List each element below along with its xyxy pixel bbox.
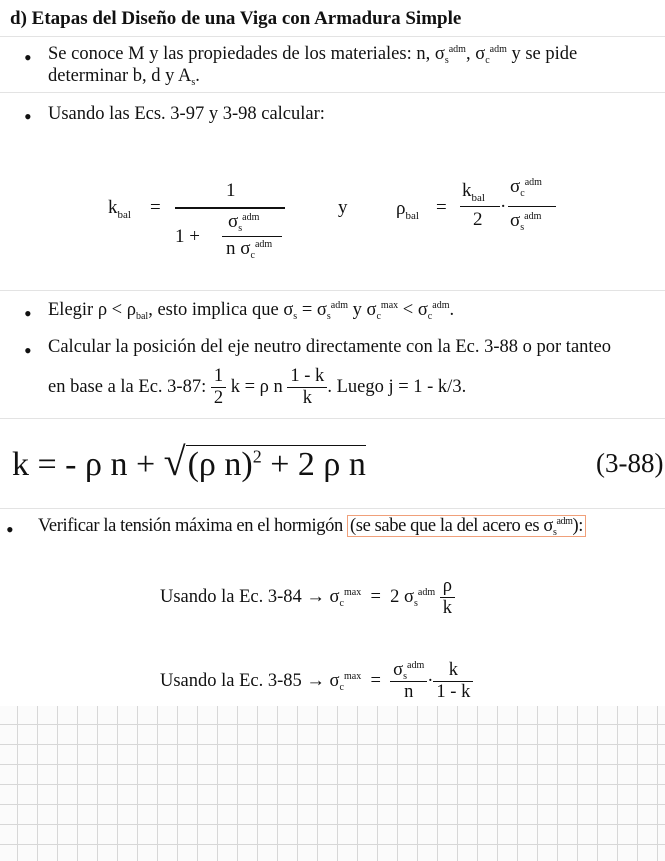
sigma-s-adm: $\sigma_s^{adm}$ <box>228 211 260 234</box>
rho-over-k-fraction: $\frac{\rho}{k}$ <box>440 576 455 619</box>
equation-label: (3-88) <box>596 448 664 478</box>
two-denominator: 2 <box>473 209 483 230</box>
conjunction-y: y <box>338 197 348 218</box>
rho-bal-symbol: $\rho_{bal}$ <box>396 198 419 222</box>
rule-line <box>0 36 665 37</box>
equation-3-84: Usando la Ec. $3-84 \to \sigma_c^{max} = 2$ $\sigma_s^{adm}$ $\frac{\rho}{k}$ <box>160 576 455 619</box>
bullet-icon: • <box>24 338 32 363</box>
bullet4-line2: en base a la Ec. 3-87: $\frac{1}{2}$ k = ρ n $\frac{1 - k}{k}$ . Luego j = 1 - k/3. <box>48 366 467 408</box>
k-bal-numerator: 1 <box>226 180 236 201</box>
equals-sign: = <box>436 197 447 218</box>
k-bal-denominator-one: 1 + <box>175 226 200 247</box>
fraction-bar <box>508 206 556 207</box>
bullet1-line2: determinar b, d y $A_s$. <box>48 66 200 88</box>
k-bal-symbol: $k_{bal}$ <box>108 197 131 221</box>
rule-line <box>0 290 665 291</box>
k-bal-num: $k_{bal}$ <box>462 180 485 204</box>
sigma-over-n-fraction: $\frac{\sigma_s^{adm}}{n}$ <box>390 660 427 703</box>
grid-paper <box>0 706 665 861</box>
bullet5-text: Verificar la tensión máxima en el hormigón (se sabe que la del acero es $\sigma_s^{adm}$): <box>38 516 586 537</box>
sqrt-sign: √ <box>163 439 186 484</box>
equation-3-88: k = - ρ n + √(ρ n)$^2$ + 2 ρ n <box>12 439 366 484</box>
bullet-icon: • <box>6 517 14 542</box>
sqrt-body: (ρ n)$^2$ + 2 ρ n <box>187 446 366 483</box>
k-over-one-minus-k-fraction: $\frac{k}{1 - k}$ <box>433 660 473 703</box>
bullet3-text: Elegir $\rho < \rho_{bal}$, esto implica que $\sigma_s = \sigma_s^{adm}$ y $\sigma_c^{max} < \sigma_c^{adm}$. <box>48 300 455 322</box>
n-sigma-c-adm: n $\sigma_c^{adm}$ <box>226 238 273 261</box>
fraction-bar <box>460 206 500 207</box>
bullet4-line1: Calcular la posición del eje neutro directamente con la Ec. 3-88 o por tanteo <box>48 337 612 357</box>
sigma-c-adm: $\sigma_c^{adm}$ <box>510 176 542 199</box>
rule-line <box>0 418 665 419</box>
rule-line <box>0 92 665 93</box>
dot-operator: · <box>500 196 507 217</box>
equation-3-85: Usando la Ec. $3-85 \to \sigma_c^{max}$ = $\frac{\sigma_s^{adm}}{n}$ · $\frac{k}{1 - k}$ <box>160 660 473 703</box>
equals-sign: = <box>150 197 161 218</box>
section-title: d) Etapas del Diseño de una Viga con Armadura Simple <box>10 8 462 29</box>
bullet2-text: Usando las Ecs. 3-97 y 3-98 calcular: <box>48 104 325 124</box>
one-minus-k-fraction: $\frac{1 - k}{k}$ <box>287 366 327 409</box>
sigma-s-adm-den: $\sigma_s^{adm}$ <box>510 210 542 233</box>
bullet-icon: • <box>24 301 32 326</box>
highlight-box: (se sabe que la del acero es $\sigma_s^{adm}$): <box>347 515 586 537</box>
one-half-fraction: $\frac{1}{2}$ <box>211 366 226 409</box>
bullet1-line1: Se conoce M y las propiedades de los materiales: n, $\sigma_s^{adm}$, $\sigma_c^{adm}$ y se pide <box>48 44 578 66</box>
rule-line <box>0 508 665 509</box>
fraction-bar <box>175 207 285 209</box>
bullet-icon: • <box>24 104 32 129</box>
bullet-icon: • <box>24 45 32 70</box>
